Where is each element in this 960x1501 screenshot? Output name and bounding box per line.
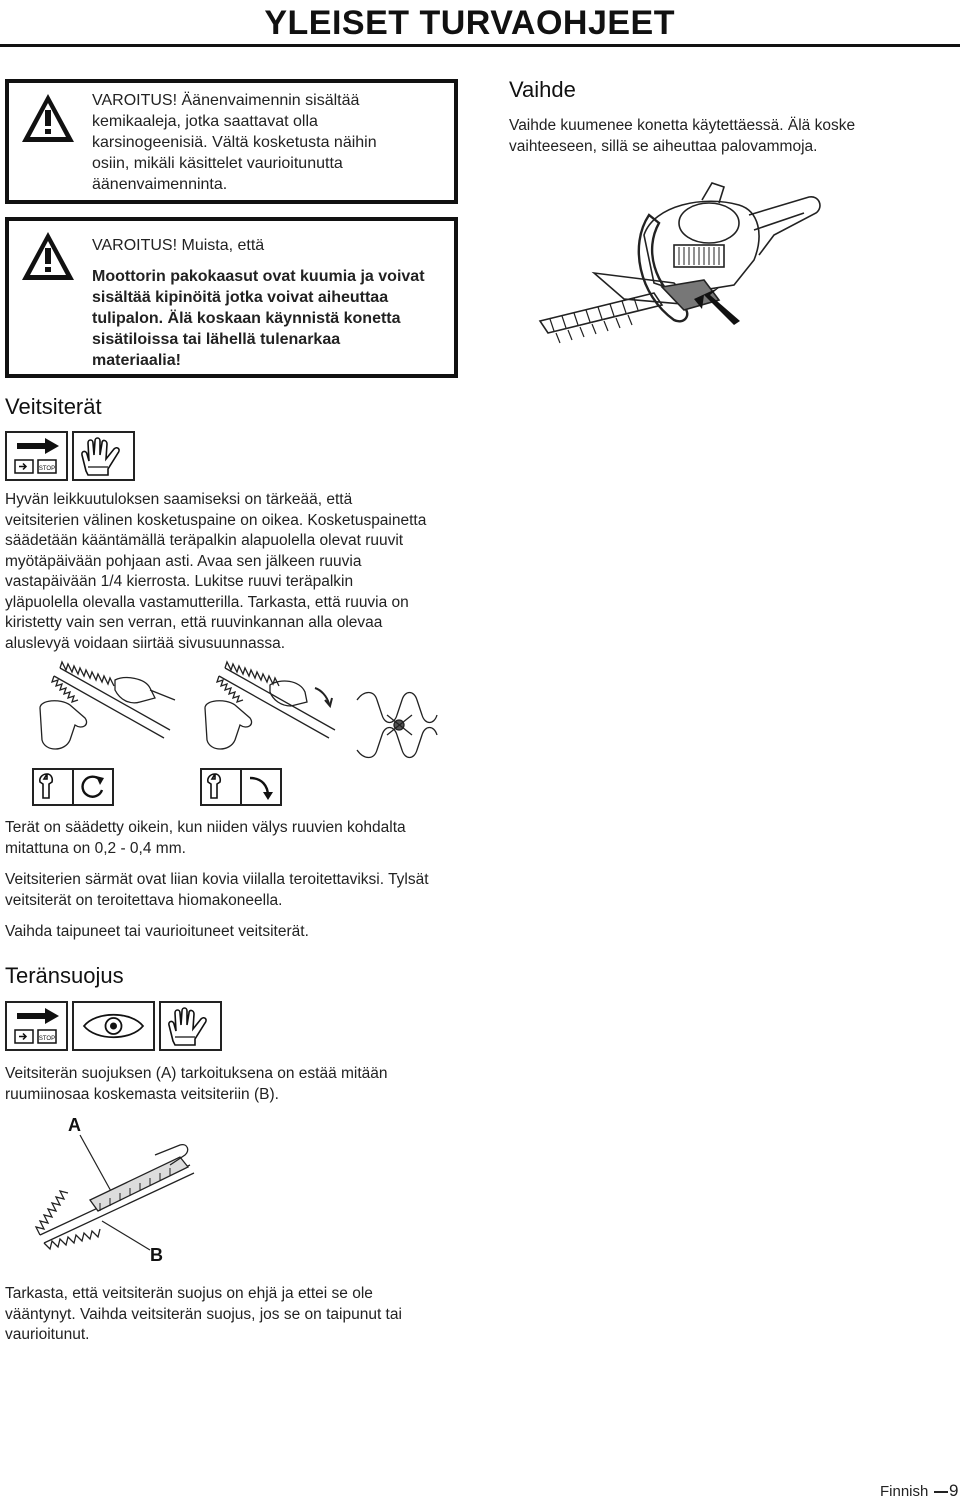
header-rule (0, 44, 960, 47)
blades-text-line: myötäpäivään pohjaan asti. Avaa sen jälkeen ruuvia (5, 552, 362, 570)
warning-box-muffler (5, 79, 458, 204)
clearance-text-line: Terät on säädetty oikein, kun niiden välys ruuvien kohdalta (5, 819, 406, 836)
rotate-clockwise-pictogram (72, 768, 114, 806)
sharpen-text-line: veitsiterät on teroitettava hiomakoneella. (5, 891, 283, 909)
stop-label: STOP (38, 1036, 56, 1042)
glove-pictogram (72, 431, 135, 481)
warning-line: tulipalon. Älä koskaan käynnistä konetta (92, 310, 401, 327)
warning-triangle-icon (19, 229, 77, 283)
blades-text-line: kiristetty vain sen verran, että ruuvinkannan alla olevaa (5, 614, 383, 631)
blade-adjustment-illustration-2 (195, 660, 345, 760)
wrench-icon (202, 770, 240, 804)
gear-text-line: Vaihde kuumenee konetta käytettäessä. Älä koske (509, 117, 856, 134)
glove-icon (161, 1003, 220, 1049)
blades-text-line: Hyvän leikkuutuloksen saamiseksi on tärkeää, että (5, 491, 353, 508)
blades-text-line: aluslevyä voidaan siirtää sivusuunnassa. (5, 634, 286, 652)
guard-check-line: vääntynyt. Vaihda veitsiterän suojus, jos se on taipunut tai (5, 1305, 402, 1323)
clearance-text-line: mitattuna on 0,2 - 0,4 mm. (5, 839, 186, 857)
glove-pictogram (159, 1001, 222, 1051)
section-heading-gear: Vaihde (509, 77, 576, 102)
guard-check-line: vaurioitunut. (5, 1326, 90, 1343)
blades-text-line: yläpuolella olevalla vastamutterilla. Tarkasta, että ruuvia on (5, 593, 409, 611)
warning-line: Moottorin pakokaasut ovat kuumia ja voivat (92, 268, 425, 285)
wrench-pictogram (200, 768, 242, 806)
hedge-trimmer-illustration (534, 175, 824, 350)
blades-text-line: veitsiterien välinen kosketuspaine on oikea. Kosketuspainetta (5, 511, 427, 529)
blades-text-line: säädetään kääntämällä teräpalkin alapuolella olevat ruuvit (5, 532, 404, 549)
quarter-turn-icon (242, 770, 280, 804)
page-number: 9 (949, 1481, 959, 1500)
stop-label: STOP (38, 466, 56, 472)
label-b: B (150, 1245, 163, 1265)
warning-line: äänenvaimenninta. (92, 176, 228, 193)
stop-arrow-icon (7, 433, 66, 479)
stop-engine-pictogram (5, 431, 68, 481)
warning-line: osiin, mikäli käsittelet vaurioitunutta (92, 155, 343, 172)
warning-line: kemikaaleja, jotka saattavat olla (92, 113, 318, 130)
warning-line: materiaalia! (92, 352, 181, 369)
warning-line: sisätiloissa tai lähellä tulenarkaa (92, 331, 341, 348)
stop-arrow-icon (7, 1003, 66, 1049)
blades-text-line: vastapäivään 1/4 kierrosta. Lukitse ruuvi teräpalkin (5, 573, 354, 590)
blade-guard-illustration (30, 1125, 210, 1255)
sharpen-text-line: Veitsiterien särmät ovat liian kovia viilalla teroitettaviksi. Tylsät (5, 871, 429, 888)
warning-box-exhaust (5, 217, 458, 378)
wrench-icon (34, 770, 72, 804)
warning-line: VAROITUS! Äänenvaimennin sisältää (92, 92, 360, 109)
label-a: A (68, 1115, 81, 1135)
wrench-pictogram (32, 768, 74, 806)
glove-icon (74, 433, 133, 479)
eye-icon (74, 1003, 153, 1049)
guard-check-line: Tarkasta, että veitsiterän suojus on ehjä ja ettei se ole (5, 1285, 373, 1302)
page-title: YLEISET TURVAOHJEET (264, 4, 675, 42)
quarter-turn-pictogram (240, 768, 282, 806)
stop-engine-pictogram (5, 1001, 68, 1051)
blade-adjustment-illustration-1 (30, 660, 180, 760)
section-heading-guard: Teränsuojus (5, 963, 124, 988)
warning-line: karsinogeenisiä. Vältä kosketusta näihin (92, 134, 377, 151)
warning-title: VAROITUS! Muista, että (92, 237, 265, 254)
guard-text-line: ruumiinosaa koskemasta veitsiteriin (B). (5, 1085, 279, 1103)
eye-protection-pictogram (72, 1001, 155, 1051)
guard-text-line: Veitsiterän suojuksen (A) tarkoituksena on estää mitään (5, 1065, 388, 1082)
gear-text-line: vaihteeseen, sillä se aiheuttaa palovammoja. (509, 137, 818, 155)
footer-dash (934, 1491, 948, 1493)
section-heading-blades: Veitsiterät (5, 394, 102, 419)
warning-line: sisältää kipinöitä jotka voivat aiheuttaa (92, 289, 389, 306)
replace-text: Vaihda taipuneet tai vaurioituneet veitsiterät. (5, 923, 309, 940)
blade-clearance-illustration (352, 680, 447, 770)
rotate-clockwise-icon (74, 770, 112, 804)
footer-language: Finnish (880, 1483, 929, 1500)
warning-triangle-icon (19, 91, 77, 145)
